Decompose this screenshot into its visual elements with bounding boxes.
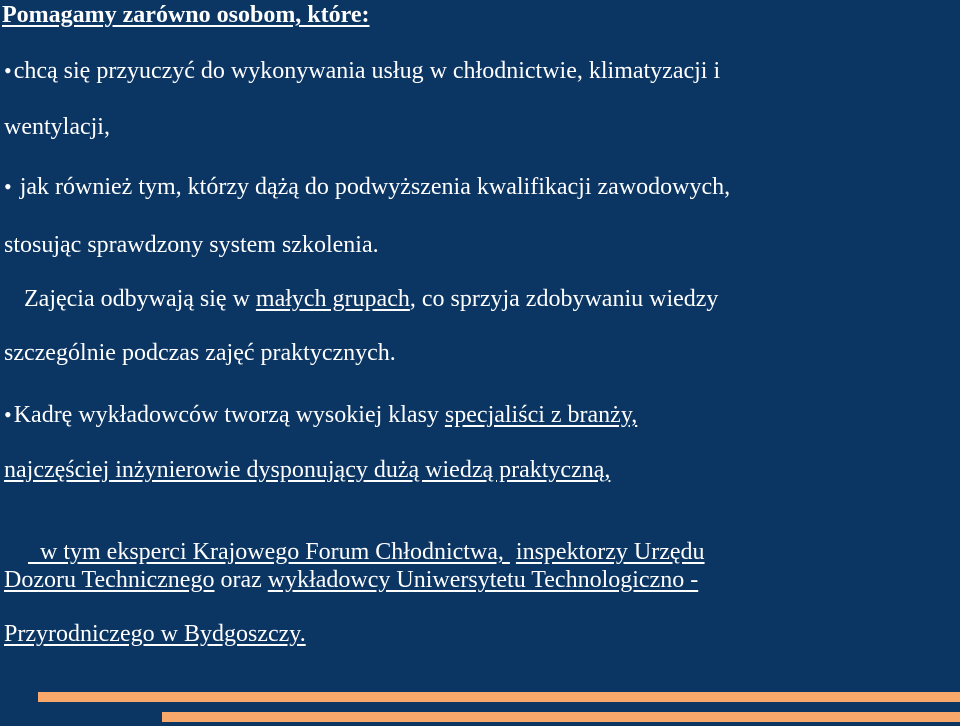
text-line-6: szczególnie podczas zajęć praktycznych.: [4, 340, 396, 366]
accent-bar-top: [38, 692, 960, 702]
bullet-line-1: [4, 58, 720, 85]
text-line-4: stosując sprawdzony system szkolenia.: [4, 232, 379, 258]
underlined-line-11: Przyrodniczego w Bydgoszczy.: [4, 621, 306, 647]
underlined-text: wykładowcy Uniwersytetu Technologiczno -: [267, 567, 699, 593]
underlined-line-8: najczęściej inżynierowie dysponujący dużą wiedzą praktyczną,: [4, 457, 611, 483]
underlined-text: inspektorzy Urzędu: [515, 539, 705, 565]
underlined-text: w tym eksperci Krajowego Forum Chłodnictwa,: [28, 539, 510, 565]
underlined-text: Dozoru Technicznego: [4, 567, 215, 593]
text-segment: Kadrę wykładowców tworzą wysokiej klasy: [13, 402, 445, 428]
bullet-line-2: [4, 174, 730, 201]
bullet-line-3: [4, 402, 637, 429]
line-10: [4, 567, 698, 594]
text-segment: oraz: [214, 567, 268, 593]
underlined-text: specjaliści z branży,: [444, 402, 638, 428]
slide-title: Pomagamy zarówno osobom, które:: [2, 2, 370, 28]
bullet-icon: •: [4, 58, 12, 83]
underlined-text: małych grupach: [255, 286, 410, 312]
accent-bar-bottom: [162, 712, 960, 722]
text-line-2: wentylacji,: [4, 114, 110, 140]
paragraph-line-5: [24, 286, 718, 313]
bullet-icon: •: [4, 174, 12, 199]
bullet-icon: •: [4, 402, 12, 427]
text-line: jak również tym, którzy dążą do podwyższenia kwalifikacji zawodowych,: [19, 174, 731, 200]
text-segment: Zajęcia odbywają się w: [24, 286, 256, 312]
text-segment: , co sprzyja zdobywaniu wiedzy: [409, 286, 719, 312]
text-line: chcą się przyuczyć do wykonywania usług w chłodnictwie, klimatyzacji i: [13, 58, 721, 84]
